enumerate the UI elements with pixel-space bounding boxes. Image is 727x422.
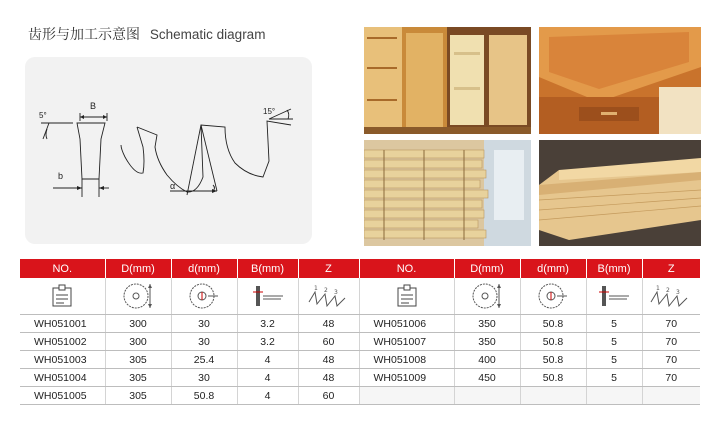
saw-bore-icon: [520, 278, 586, 315]
cell-b: 4: [237, 351, 298, 369]
cell-d-bore: 50.8: [520, 315, 586, 333]
page-title: [28, 24, 265, 44]
saw-blade-d-icon: [454, 278, 520, 315]
header-outer-diameter-2: D(mm): [454, 259, 520, 278]
header-bore-diameter: d(mm): [171, 259, 237, 278]
cell-d-bore: [520, 387, 586, 405]
wood-boards-photo: [539, 140, 701, 246]
cell-z: [642, 387, 700, 405]
cell-z: 70: [642, 351, 700, 369]
table-icon-row: [20, 278, 700, 315]
cell-d-bore: 30: [171, 333, 237, 351]
cell-b: 5: [586, 315, 642, 333]
label-B: B: [90, 101, 97, 111]
cell-no: WH051002: [20, 333, 105, 351]
table-row: [20, 315, 700, 333]
tooth-width-icon: [237, 278, 298, 315]
header-no: NO.: [20, 259, 105, 278]
label-alpha: α: [170, 181, 176, 191]
document-icon: [20, 278, 105, 315]
cell-z: 60: [298, 333, 359, 351]
teeth-count-icon: [642, 278, 700, 315]
tooth-width-icon: [586, 278, 642, 315]
cell-no: WH051003: [20, 351, 105, 369]
cell-b: 5: [586, 351, 642, 369]
cell-d-outer: 305: [105, 387, 171, 405]
cell-b: [586, 387, 642, 405]
svg-text:2: 2: [666, 287, 671, 294]
cell-no: WH051008: [359, 351, 454, 369]
header-teeth-count: Z: [298, 259, 359, 278]
tooth-schematic-drawing: [25, 57, 312, 244]
header-no-2: NO.: [359, 259, 454, 278]
cell-d-outer: 300: [105, 333, 171, 351]
cell-d-bore: 25.4: [171, 351, 237, 369]
cell-d-outer: 300: [105, 315, 171, 333]
cell-d-bore: 30: [171, 369, 237, 387]
cell-z: 70: [642, 369, 700, 387]
cell-no: WH051005: [20, 387, 105, 405]
cell-z: 70: [642, 333, 700, 351]
header-teeth-count-2: Z: [642, 259, 700, 278]
header-kerf-width: B(mm): [237, 259, 298, 278]
cell-d-bore: 50.8: [171, 387, 237, 405]
cell-no: WH051004: [20, 369, 105, 387]
label-15-degree: 15°: [263, 107, 276, 116]
cell-z: 70: [642, 315, 700, 333]
teeth-count-icon: [298, 278, 359, 315]
label-b: b: [58, 171, 64, 181]
cell-no: WH051007: [359, 333, 454, 351]
cell-b: 5: [586, 369, 642, 387]
title-english: Schematic diagram: [149, 27, 266, 42]
stacked-lumber-photo: [364, 140, 531, 246]
table-row: [20, 387, 700, 405]
cell-d-outer: 350: [454, 315, 520, 333]
schematic-diagram-panel: [25, 57, 312, 244]
wardrobe-photo: [364, 27, 531, 134]
cell-d-bore: 50.8: [520, 369, 586, 387]
cell-d-outer: 450: [454, 369, 520, 387]
saw-blade-d-icon: [105, 278, 171, 315]
cell-d-bore: 50.8: [520, 333, 586, 351]
svg-text:2: 2: [323, 287, 328, 294]
header-bore-diameter-2: d(mm): [520, 259, 586, 278]
header-kerf-width-2: B(mm): [586, 259, 642, 278]
cell-b: 4: [237, 369, 298, 387]
cell-d-outer: 400: [454, 351, 520, 369]
cell-d-bore: 30: [171, 315, 237, 333]
cell-z: 48: [298, 315, 359, 333]
cell-no: [359, 387, 454, 405]
table-row: [20, 369, 700, 387]
svg-text:3: 3: [333, 289, 338, 296]
title-chinese: 齿形与加工示意图: [28, 26, 140, 42]
cell-d-outer: 350: [454, 333, 520, 351]
header-outer-diameter: D(mm): [105, 259, 171, 278]
cell-b: 5: [586, 333, 642, 351]
cell-d-outer: [454, 387, 520, 405]
cell-z: 60: [298, 387, 359, 405]
table-row: [20, 333, 700, 351]
cell-d-outer: 305: [105, 369, 171, 387]
cell-no: WH051006: [359, 315, 454, 333]
cell-b: 3.2: [237, 333, 298, 351]
cell-z: 48: [298, 369, 359, 387]
wooden-bed-photo: [539, 27, 701, 134]
cell-d-bore: 50.8: [520, 351, 586, 369]
saw-bore-icon: [171, 278, 237, 315]
cell-b: 4: [237, 387, 298, 405]
label-5-degree: 5°: [39, 111, 47, 120]
cell-z: 48: [298, 351, 359, 369]
svg-text:1: 1: [313, 285, 318, 292]
cell-d-outer: 305: [105, 351, 171, 369]
document-icon: [359, 278, 454, 315]
cell-b: 3.2: [237, 315, 298, 333]
cell-no: WH051001: [20, 315, 105, 333]
table-header-row: [20, 259, 700, 278]
svg-text:1: 1: [656, 285, 661, 292]
cell-no: WH051009: [359, 369, 454, 387]
specification-table: [20, 259, 700, 405]
table-row: [20, 351, 700, 369]
svg-text:3: 3: [676, 289, 681, 296]
